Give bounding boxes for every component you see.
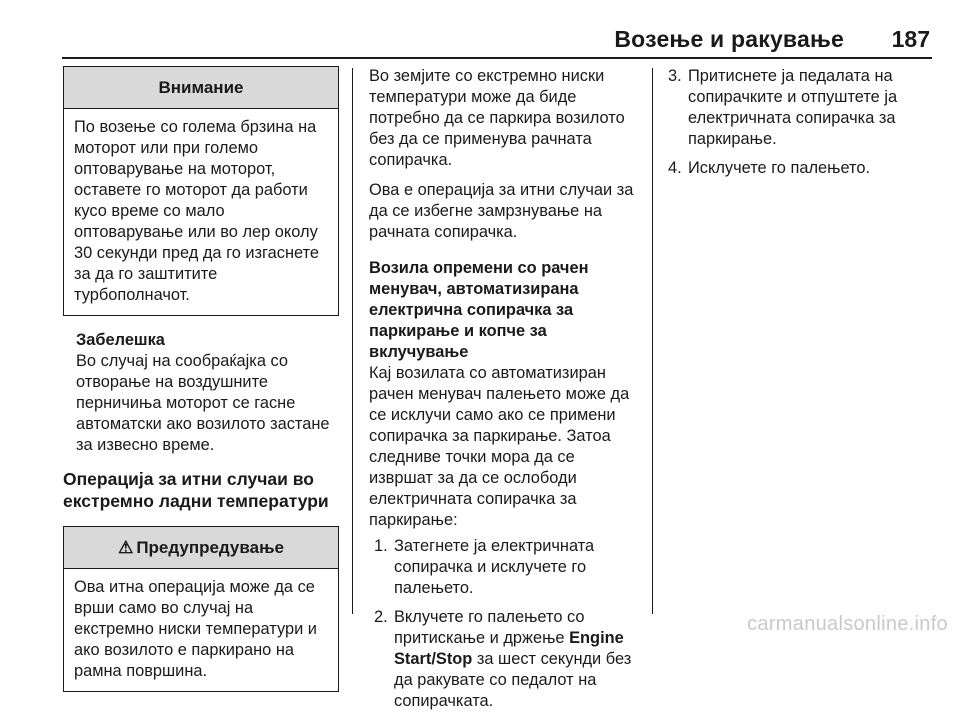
step-number: 1. <box>374 537 388 555</box>
step-number: 3. <box>668 67 682 85</box>
note-body: Во случај на сообраќајка со отворање на воздушните перничиња моторот се гасне автоматски ако возилото застане за извесно време. <box>76 352 330 454</box>
list-item <box>668 66 938 150</box>
warning-triangle-icon: ⚠ <box>118 538 134 557</box>
caution-body: По возење со голема брзина на моторот или при големо оптоварување на моторот, оставете го моторот да работи кусо време со мало оптоварување или во лер околу 30 секунди пред да го изгаснете за да го заштитите турбополначот. <box>74 118 320 304</box>
warning-title: Предупредување <box>136 538 284 557</box>
step-number: 2. <box>374 608 388 626</box>
column-2 <box>369 66 637 720</box>
column-1 <box>63 66 339 692</box>
button-name: Engine Start/Stop <box>394 629 624 668</box>
note-label: Забелешка <box>76 331 165 349</box>
paragraph-2: Ова е операција за итни случаи за да се избегне замрзнување на рачната сопирачка. <box>369 181 634 241</box>
steps-list-2 <box>668 66 938 179</box>
page-number: 187 <box>891 26 930 52</box>
list-item <box>668 158 938 179</box>
chapter-title: Возење и ракување <box>614 26 844 52</box>
list-item <box>369 607 637 712</box>
paragraph-3: Кај возилата со автоматизиран рачен менувач палењето може да се исклучи само ако се примени сопирачка за паркирање. Затоа следниве точки мора да се извршат за да се ослободи електричната сопирачка за паркирање: <box>369 364 630 529</box>
list-item <box>369 536 637 599</box>
step-number: 4. <box>668 159 682 177</box>
page-header <box>62 24 932 54</box>
header-rule <box>62 57 932 59</box>
step-text: Затегнете ја електричната сопирачка и исклучете го палењето. <box>394 537 595 597</box>
subheading: Возила опремени со рачен менувач, автоматизирана електрична сопирачка за паркирање и копче за вклучување <box>369 259 589 361</box>
warning-title-bar <box>64 527 338 569</box>
steps-list-1 <box>369 536 637 712</box>
step-text: Вклучете го палењето со притискање и држење <box>394 608 585 647</box>
step-text: Притиснете ја педалата на сопирачките и отпуштете ја електричната сопирачка за паркирање. <box>688 67 898 148</box>
step-text: Исклучете го палењето. <box>688 159 871 177</box>
column-divider-2 <box>652 68 653 614</box>
caution-box <box>63 66 339 316</box>
section-heading: Операција за итни случаи во екстремно ладни температури <box>63 469 329 511</box>
column-3 <box>668 66 938 187</box>
watermark: carmanualsonline.info <box>747 613 948 635</box>
column-divider-1 <box>352 68 353 614</box>
step-text-after: за шест секунди без да ракувате со педалот на сопирачката. <box>394 650 632 710</box>
warning-box <box>63 526 339 692</box>
note <box>63 330 339 456</box>
caution-title: Внимание <box>64 67 338 109</box>
paragraph-1: Во земјите со екстремно ниски температури може да биде потребно да се паркира возилото без да се применува рачната сопирачка. <box>369 67 625 169</box>
warning-body: Ова итна операција може да се врши само во случај на екстремно ниски температури и ако возилото е паркирано на рамна површина. <box>74 578 317 680</box>
